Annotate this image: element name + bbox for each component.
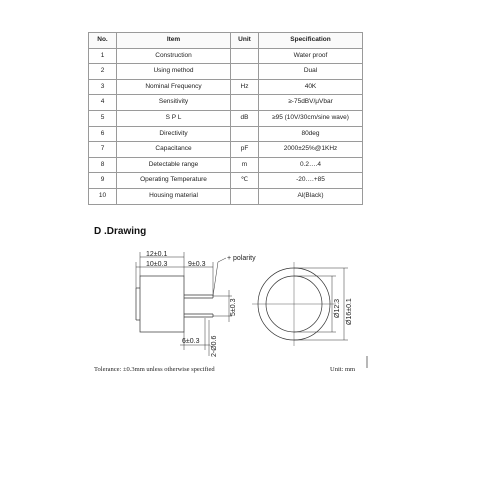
cell-no: 8 — [89, 157, 117, 173]
dimension-lines-bottom — [180, 318, 210, 356]
dim-pin-length: 9±0.3 — [188, 261, 206, 268]
cell-no: 7 — [89, 142, 117, 158]
dim-total-width: 12±0.1 — [146, 251, 168, 258]
cell-unit: pF — [231, 142, 259, 158]
cell-spec: 80deg — [259, 126, 363, 142]
cell-no: 2 — [89, 64, 117, 80]
header-spec: Specification — [259, 33, 363, 49]
cell-unit: ℃ — [231, 173, 259, 189]
dim-inner-dia: Ø12.3 — [334, 298, 341, 318]
cell-no: 10 — [89, 188, 117, 204]
dim-pin-spacing: 5±0.3 — [230, 298, 237, 316]
cell-spec: 2000±25%@1KHz — [259, 142, 363, 158]
cell-item: Detectable range — [117, 157, 231, 173]
tolerance-note: Tolerance: ±0.3mm unless otherwise specified — [94, 366, 215, 373]
dim-body-width: 10±0.3 — [146, 261, 168, 268]
cell-item: Using method — [117, 64, 231, 80]
cell-spec: Water proof — [259, 48, 363, 64]
cell-item: Nominal Frequency — [117, 79, 231, 95]
cell-spec: 40K — [259, 79, 363, 95]
dim-outer-dia: Ø16±0.1 — [346, 298, 353, 325]
cell-no: 1 — [89, 48, 117, 64]
cell-spec: ≥95 (10V/30cm/sine wave) — [259, 110, 363, 126]
unit-note: Unit: mm — [330, 366, 356, 373]
cell-item: Directivity — [117, 126, 231, 142]
header-item: Item — [117, 33, 231, 49]
cell-unit: Hz — [231, 79, 259, 95]
cell-item: Housing material — [117, 188, 231, 204]
section-title: D .Drawing — [94, 226, 147, 237]
sensor-front-view — [252, 262, 336, 346]
cell-item: Construction — [117, 48, 231, 64]
cell-spec: 0.2….4 — [259, 157, 363, 173]
cell-no: 4 — [89, 95, 117, 111]
cell-unit: dB — [231, 110, 259, 126]
cell-spec: -20….+85 — [259, 173, 363, 189]
cell-no: 6 — [89, 126, 117, 142]
cell-unit: m — [231, 157, 259, 173]
cell-spec: ≥-75dBV/μVbar — [259, 95, 363, 111]
dimension-lines-top — [136, 252, 226, 296]
cell-item: S P L — [117, 110, 231, 126]
cell-no: 3 — [89, 79, 117, 95]
sensor-side-view — [136, 276, 213, 332]
dim-pin-dia: 2-Ø0.6 — [211, 335, 218, 357]
cell-item: Operating Temperature — [117, 173, 231, 189]
cell-spec: Dual — [259, 64, 363, 80]
header-no: No. — [89, 33, 117, 49]
dim-base: 6±0.3 — [182, 338, 200, 345]
cell-item: Sensitivity — [117, 95, 231, 111]
cell-item: Capacitance — [117, 142, 231, 158]
cell-no: 9 — [89, 173, 117, 189]
polarity-label: + polarity — [227, 255, 256, 262]
header-unit: Unit — [231, 33, 259, 49]
cell-no: 5 — [89, 110, 117, 126]
cell-spec: Al(Black) — [259, 188, 363, 204]
